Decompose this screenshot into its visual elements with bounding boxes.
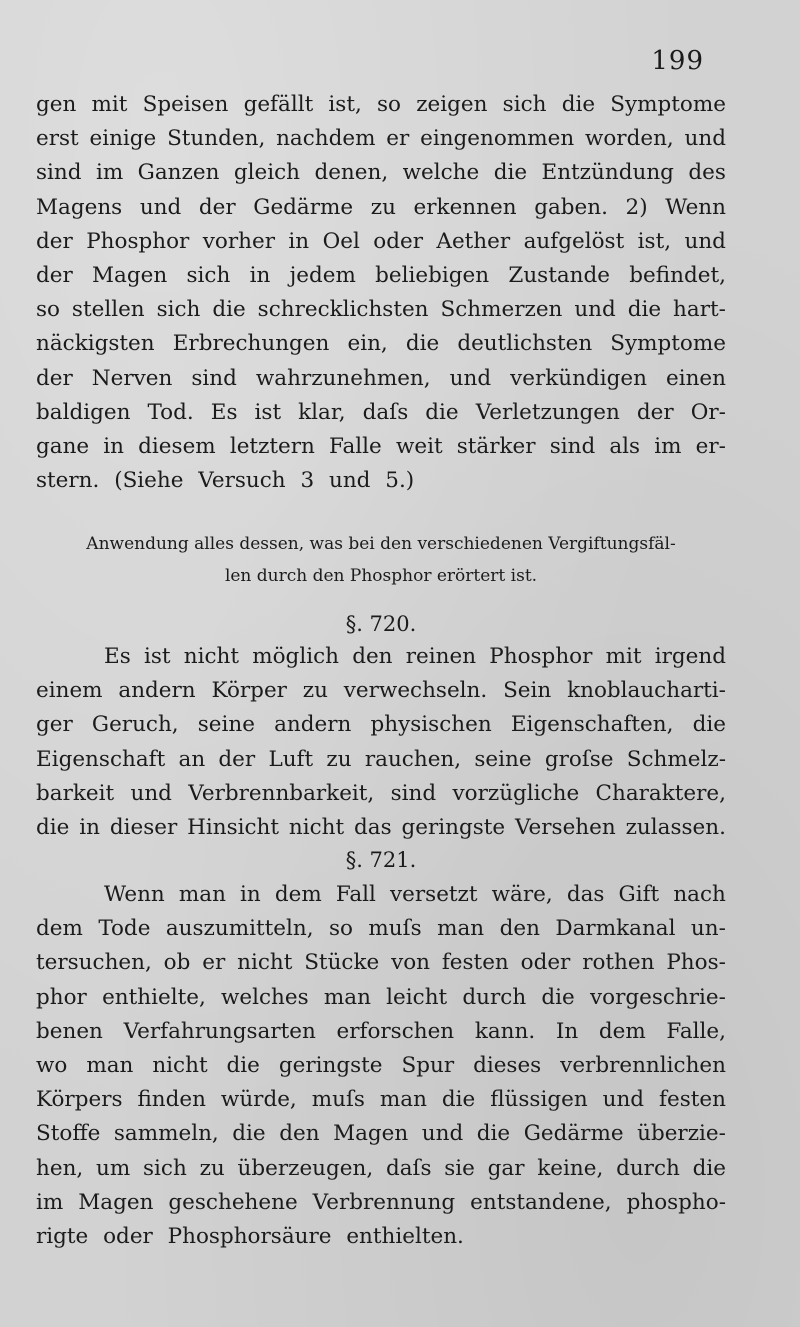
text-line: stern. (Siehe Versuch 3 und 5.)	[36, 468, 415, 494]
page-number: 199	[651, 46, 704, 76]
text-line: gane in diesem letztern Falle weit stärker sind als im er-	[36, 433, 726, 459]
text-line: Körpers finden würde, muſs man die flüssigen und festen	[36, 1087, 726, 1113]
text-line: benen Verfahrungsarten erforschen kann. In dem Falle,	[36, 1018, 726, 1044]
text-line: dem Tode auszumitteln, so muſs man den Darmkanal un-	[36, 916, 726, 942]
section-number-721: §. 721.	[345, 848, 417, 872]
text-line: einem andern Körper zu verwechseln. Sein knoblaucharti-	[36, 678, 726, 704]
paragraph-1	[36, 88, 726, 498]
text-line: der Nerven sind wahrzunehmen, und verkündigen einen	[36, 365, 726, 391]
text-line: Eigenschaft an der Luft zu rauchen, seine groſse Schmelz-	[36, 746, 726, 772]
section-number-720: §. 720.	[345, 612, 417, 636]
text-line: Wenn man in dem Fall versetzt wäre, das Gift nach	[104, 882, 726, 907]
text-line: Es ist nicht möglich den reinen Phosphor mit irgend	[104, 644, 726, 669]
text-line: barkeit und Verbrennbarkeit, sind vorzügliche Charaktere,	[36, 780, 726, 806]
text-line: baldigen Tod. Es ist klar, daſs die Verletzungen der Or-	[36, 399, 726, 425]
text-line: rigte oder Phosphorsäure enthielten.	[36, 1223, 464, 1249]
text-line: tersuchen, ob er nicht Stücke von festen oder rothen Phos-	[36, 950, 726, 976]
text-line: erst einige Stunden, nachdem er eingenommen worden, und	[36, 126, 726, 152]
text-line: Magens und der Gedärme zu erkennen gaben. 2) Wenn	[36, 194, 726, 220]
text-line: der Magen sich in jedem beliebigen Zustande befindet,	[36, 262, 726, 288]
text-line: im Magen geschehene Verbrennung entstandene, phospho-	[36, 1189, 726, 1215]
text-line: Stoffe sammeln, die den Magen und die Gedärme überzie-	[36, 1121, 726, 1147]
paragraph-3	[36, 878, 726, 1254]
text-line: der Phosphor vorher in Oel oder Aether aufgelöst ist, und	[36, 228, 726, 254]
section-heading	[36, 528, 726, 592]
text-line: ger Geruch, seine andern physischen Eigenschaften, die	[36, 712, 726, 738]
text-line: näckigsten Erbrechungen ein, die deutlichsten Symptome	[36, 331, 726, 357]
text-line: wo man nicht die geringste Spur dieses verbrennlichen	[36, 1052, 726, 1078]
text-line: sind im Ganzen gleich denen, welche die Entzündung des	[36, 160, 726, 186]
text-line: hen, um sich zu überzeugen, daſs sie gar keine, durch die	[36, 1155, 726, 1181]
text-line: phor enthielte, welches man leicht durch die vorgeschrie-	[36, 984, 726, 1010]
text-line: gen mit Speisen gefällt ist, so zeigen sich die Symptome	[36, 92, 726, 117]
text-line: so stellen sich die schrecklichsten Schmerzen und die hart-	[36, 297, 726, 323]
text-line: die in dieser Hinsicht nicht das geringste Versehen zulassen.	[36, 814, 726, 840]
heading-line: len durch den Phosphor erörtert ist.	[224, 566, 538, 586]
heading-line: Anwendung alles dessen, was bei den verschiedenen Vergiftungsfäl-	[86, 534, 676, 554]
paragraph-2	[36, 640, 726, 845]
